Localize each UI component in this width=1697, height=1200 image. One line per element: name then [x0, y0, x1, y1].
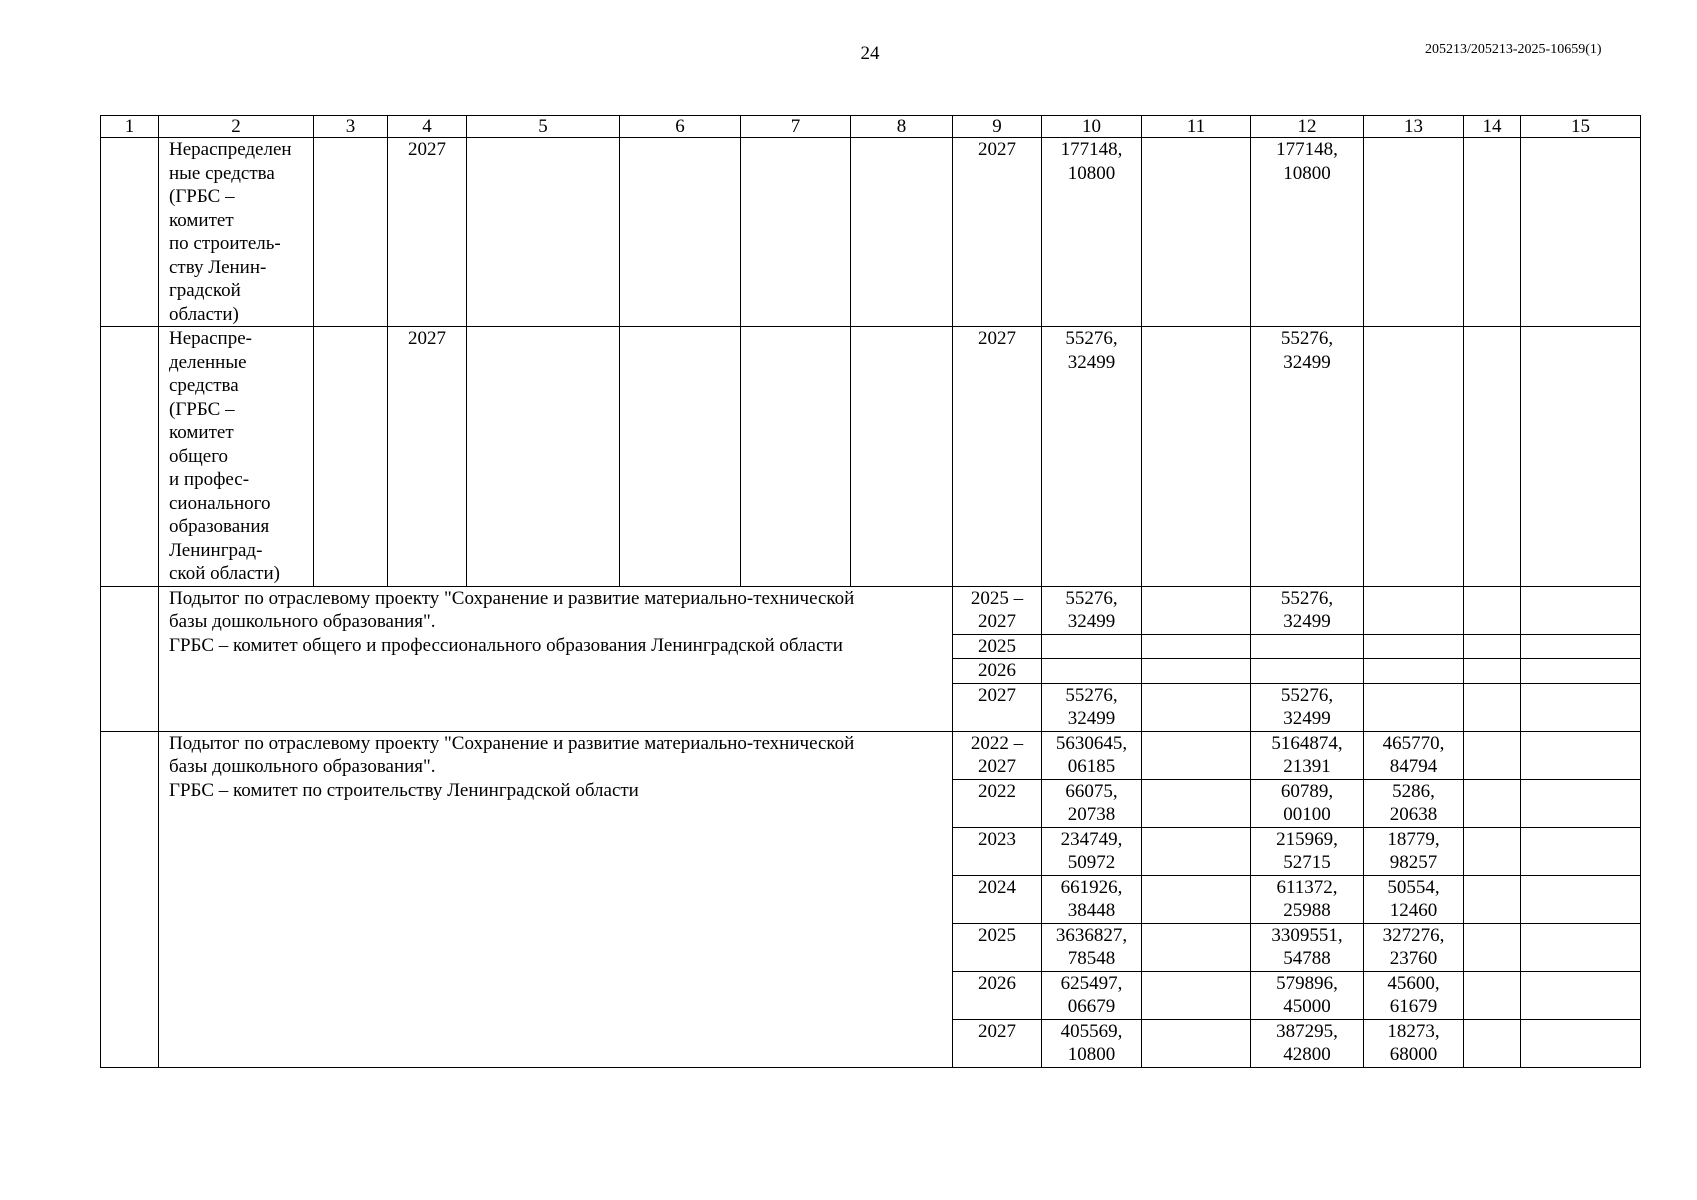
cell: [1142, 1019, 1251, 1067]
amount-line: 215969,: [1276, 828, 1338, 850]
cell: [1142, 327, 1251, 587]
amount-cell: [1042, 731, 1142, 779]
cell: [1464, 971, 1521, 1019]
amount-cell: [1364, 827, 1464, 875]
cell: [1521, 138, 1641, 327]
text-line: (ГРБС –: [169, 186, 235, 207]
amount-cell: [1042, 875, 1142, 923]
amount-line: 78548: [1067, 948, 1116, 969]
amount-line: 84794: [1389, 756, 1438, 777]
amount-line: 10800: [1067, 1044, 1116, 1065]
year-cell: 2026: [953, 659, 1042, 684]
cell: [1142, 659, 1251, 684]
amount-line: 32499: [1283, 351, 1331, 373]
amount-line: 25988: [1283, 900, 1331, 921]
text-line: ГРБС – комитет по строительству Ленинградской области: [169, 779, 639, 801]
amount-cell: [1042, 827, 1142, 875]
amount-cell: [1042, 923, 1142, 971]
amount-line: 32499: [1283, 611, 1331, 632]
text-line: ГРБС – комитет общего и профессионального образования Ленинградской области: [169, 634, 843, 656]
amount-cell: [1251, 1019, 1364, 1067]
cell: [1142, 683, 1251, 731]
column-header: 14: [1464, 116, 1521, 138]
amount-cell: [1042, 1019, 1142, 1067]
amount-line: 45600,: [1387, 972, 1440, 994]
amount-line: 55276,: [1280, 684, 1334, 706]
text-line: и профес-: [169, 469, 250, 490]
cell: [1464, 923, 1521, 971]
amount-cell: [1251, 779, 1364, 827]
amount-line: 611372,: [1276, 876, 1338, 898]
amount-cell: [1251, 827, 1364, 875]
year-cell: 2024: [953, 875, 1042, 923]
text-line: области): [169, 303, 239, 325]
cell: [101, 731, 159, 1067]
cell: [1364, 659, 1464, 684]
cell: [1142, 634, 1251, 659]
amount-cell: [1364, 779, 1464, 827]
amount-line: 00100: [1283, 804, 1331, 825]
year-cell: [953, 731, 1042, 779]
amount-line: 18273,: [1387, 1020, 1440, 1042]
cell: [1142, 971, 1251, 1019]
cell: [1142, 923, 1251, 971]
column-header: 9: [953, 116, 1042, 138]
amount-cell: [1042, 779, 1142, 827]
text-line: Подытог по отраслевому проекту "Сохранение и развитие материально-технической: [169, 732, 855, 754]
amount-cell: [1251, 327, 1364, 587]
year-cell: 2027: [388, 138, 467, 327]
amount-cell: [1042, 586, 1142, 634]
cell: [1364, 138, 1464, 327]
amount-line: 42800: [1283, 1044, 1331, 1065]
cell: [1464, 779, 1521, 827]
amount-line: 3309551,: [1271, 924, 1343, 946]
cell: [1042, 659, 1142, 684]
text-line: ные средства: [169, 162, 275, 184]
amount-line: 661926,: [1060, 876, 1123, 898]
text-line: базы дошкольного образования".: [169, 756, 436, 777]
amount-line: 579896,: [1276, 972, 1338, 994]
table-row: [101, 327, 1641, 587]
cell: [1142, 779, 1251, 827]
column-header: 2: [159, 116, 314, 138]
amount-line: 23760: [1389, 948, 1438, 969]
cell: [1521, 634, 1641, 659]
amount-line: 10800: [1283, 162, 1331, 184]
cell: [851, 138, 953, 327]
amount-line: 10800: [1067, 162, 1116, 184]
amount-line: 66075,: [1065, 780, 1118, 802]
text-line: 2027: [978, 611, 1016, 632]
cell: [1364, 586, 1464, 634]
cell: [620, 327, 741, 587]
amount-line: 50972: [1067, 852, 1116, 873]
amount-line: 32499: [1067, 351, 1116, 373]
amount-cell: [1251, 586, 1364, 634]
text-line: комитет: [169, 209, 234, 231]
amount-line: 55276,: [1280, 587, 1334, 609]
column-header: 4: [388, 116, 467, 138]
column-header: 7: [741, 116, 851, 138]
amount-line: 18779,: [1387, 828, 1440, 850]
cell: [101, 327, 159, 587]
cell: [1521, 1019, 1641, 1067]
cell: [1142, 827, 1251, 875]
amount-line: 21391: [1283, 756, 1331, 777]
cell: [1464, 731, 1521, 779]
text-line: Подытог по отраслевому проекту "Сохранение и развитие материально-технической: [169, 587, 855, 609]
cell: [1464, 1019, 1521, 1067]
table-row: [101, 138, 1641, 327]
amount-line: 20638: [1389, 804, 1438, 825]
cell: [1042, 634, 1142, 659]
row-name: [159, 138, 314, 327]
year-cell: 2027: [953, 1019, 1042, 1067]
cell: [1364, 634, 1464, 659]
text-line: общего: [169, 445, 229, 467]
amount-line: 61679: [1389, 996, 1438, 1017]
budget-table: [100, 115, 1641, 1068]
cell: [1364, 327, 1464, 587]
amount-cell: [1364, 731, 1464, 779]
amount-line: 55276,: [1065, 328, 1118, 349]
text-line: градской: [169, 280, 241, 301]
amount-line: 45000: [1283, 996, 1331, 1017]
amount-line: 234749,: [1060, 828, 1123, 850]
column-header: 1: [101, 116, 159, 138]
amount-cell: [1042, 327, 1142, 587]
amount-line: 3636827,: [1055, 924, 1128, 946]
amount-line: 20738: [1067, 804, 1116, 825]
amount-line: 177148,: [1060, 139, 1123, 160]
text-line: (ГРБС –: [169, 398, 235, 420]
cell: [101, 586, 159, 731]
column-header: 11: [1142, 116, 1251, 138]
cell: [620, 138, 741, 327]
cell: [741, 327, 851, 587]
column-header: 12: [1251, 116, 1364, 138]
amount-cell: [1364, 923, 1464, 971]
amount-line: 32499: [1067, 611, 1116, 632]
amount-line: 68000: [1389, 1044, 1438, 1065]
cell: [1142, 138, 1251, 327]
cell: [1464, 827, 1521, 875]
subtotal-row: [101, 731, 1641, 779]
amount-line: 52715: [1283, 852, 1331, 873]
amount-line: 327276,: [1382, 924, 1445, 946]
amount-line: 32499: [1067, 708, 1116, 729]
cell: [1142, 731, 1251, 779]
column-number-row: [101, 116, 1641, 138]
amount-cell: [1364, 1019, 1464, 1067]
amount-line: 60789,: [1280, 780, 1334, 802]
text-line: ству Ленин-: [169, 256, 267, 278]
cell: [1464, 586, 1521, 634]
column-header: 15: [1521, 116, 1641, 138]
text-line: по строитель-: [169, 233, 281, 254]
year-cell: 2027: [953, 683, 1042, 731]
year-cell: 2026: [953, 971, 1042, 1019]
column-header: 13: [1364, 116, 1464, 138]
year-cell: 2027: [953, 138, 1042, 327]
amount-cell: [1251, 923, 1364, 971]
subtotal-row: [101, 586, 1641, 634]
year-cell: 2025: [953, 923, 1042, 971]
cell: [1464, 634, 1521, 659]
amount-line: 98257: [1389, 852, 1438, 873]
cell: [101, 138, 159, 327]
column-header: 3: [314, 116, 388, 138]
amount-line: 55276,: [1065, 684, 1118, 706]
amount-line: 405569,: [1060, 1020, 1123, 1042]
year-cell: [953, 586, 1042, 634]
cell: [1521, 827, 1641, 875]
year-cell: 2023: [953, 827, 1042, 875]
year-cell: 2025: [953, 634, 1042, 659]
year-cell: 2022: [953, 779, 1042, 827]
cell: [1251, 634, 1364, 659]
amount-line: 12460: [1389, 900, 1438, 921]
column-header: 10: [1042, 116, 1142, 138]
subtotal-label: [159, 731, 953, 1067]
cell: [1521, 875, 1641, 923]
amount-line: 5164874,: [1271, 732, 1343, 754]
cell: [467, 327, 620, 587]
cell: [1521, 659, 1641, 684]
cell: [1464, 875, 1521, 923]
cell: [467, 138, 620, 327]
cell: [1142, 586, 1251, 634]
cell: [1464, 138, 1521, 327]
amount-cell: [1042, 683, 1142, 731]
text-line: 2022 –: [970, 732, 1024, 754]
cell: [1521, 586, 1641, 634]
column-header: 8: [851, 116, 953, 138]
amount-line: 177148,: [1276, 139, 1338, 160]
cell: [1464, 327, 1521, 587]
cell: [1464, 659, 1521, 684]
amount-cell: [1251, 138, 1364, 327]
row-name: [159, 327, 314, 587]
amount-line: 625497,: [1060, 972, 1123, 994]
amount-line: 55276,: [1280, 328, 1334, 349]
cell: [1364, 683, 1464, 731]
amount-cell: [1042, 971, 1142, 1019]
cell: [1251, 659, 1364, 684]
cell: [1464, 683, 1521, 731]
cell: [1521, 779, 1641, 827]
cell: [851, 327, 953, 587]
text-line: Ленинград-: [169, 539, 263, 561]
subtotal-label: [159, 586, 953, 731]
text-line: базы дошкольного образования".: [169, 611, 436, 632]
year-cell: 2027: [388, 327, 467, 587]
cell: [314, 327, 388, 587]
amount-line: 5286,: [1392, 780, 1435, 802]
page-number: 24: [860, 43, 880, 64]
text-line: средства: [169, 375, 239, 396]
amount-line: 5630645,: [1055, 732, 1128, 754]
cell: [1521, 731, 1641, 779]
amount-line: 38448: [1067, 900, 1116, 921]
cell: [314, 138, 388, 327]
column-header: 6: [620, 116, 741, 138]
amount-cell: [1251, 731, 1364, 779]
text-line: Нераспределен: [169, 139, 292, 160]
amount-line: 387295,: [1276, 1020, 1338, 1042]
document-id: 205213/205213-2025-10659(1): [1425, 42, 1602, 57]
cell: [1142, 875, 1251, 923]
text-line: комитет: [169, 422, 234, 443]
cell: [1521, 971, 1641, 1019]
amount-line: 54788: [1283, 948, 1331, 969]
text-line: 2025 –: [970, 587, 1024, 609]
amount-cell: [1042, 138, 1142, 327]
text-line: Нераспре-: [169, 328, 252, 349]
amount-cell: [1251, 683, 1364, 731]
amount-cell: [1251, 971, 1364, 1019]
amount-cell: [1251, 875, 1364, 923]
text-line: 2027: [978, 756, 1016, 777]
text-line: деленные: [169, 351, 247, 373]
cell: [1521, 923, 1641, 971]
text-line: образования: [169, 516, 270, 537]
cell: [741, 138, 851, 327]
amount-line: 06185: [1067, 756, 1116, 777]
amount-line: 32499: [1283, 708, 1331, 729]
amount-cell: [1364, 971, 1464, 1019]
amount-line: 06679: [1067, 996, 1116, 1017]
amount-line: 465770,: [1382, 732, 1445, 754]
cell: [1521, 327, 1641, 587]
text-line: ской области): [169, 563, 280, 584]
column-header: 5: [467, 116, 620, 138]
cell: [1521, 683, 1641, 731]
year-cell: 2027: [953, 327, 1042, 587]
amount-line: 50554,: [1387, 876, 1440, 898]
amount-cell: [1364, 875, 1464, 923]
text-line: сионального: [169, 492, 271, 514]
amount-line: 55276,: [1065, 587, 1118, 609]
